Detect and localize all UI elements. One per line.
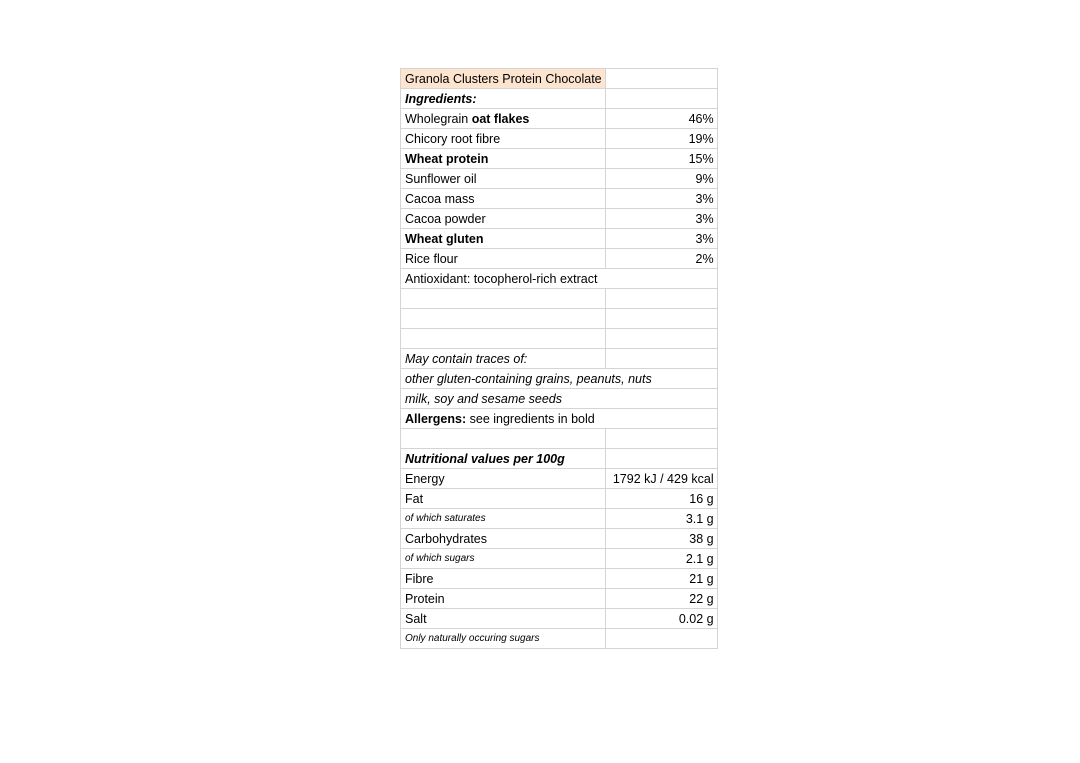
empty-cell[interactable] [605, 629, 717, 649]
ingredient-row [401, 109, 718, 129]
ingredient-name-cell[interactable] [401, 249, 606, 269]
nutrition-row [401, 489, 718, 509]
nutrient-sublabel[interactable]: of which sugars [401, 549, 606, 569]
empty-cell[interactable] [605, 349, 717, 369]
empty-row [401, 289, 718, 309]
traces-heading-row [401, 349, 718, 369]
nutrient-value[interactable]: 22 g [605, 589, 717, 609]
ingredient-name-cell[interactable] [401, 129, 606, 149]
nutrient-label[interactable]: Protein [401, 589, 606, 609]
ingredient-row [401, 229, 718, 249]
ingredients-heading[interactable]: Ingredients: [401, 89, 606, 109]
nutrient-sublabel[interactable]: of which saturates [401, 509, 606, 529]
nutrient-value[interactable]: 21 g [605, 569, 717, 589]
nutrition-row [401, 609, 718, 629]
allergens-label: Allergens: [405, 412, 467, 426]
nutrition-row [401, 589, 718, 609]
ingredient-percent[interactable]: 3% [605, 189, 717, 209]
empty-cell[interactable] [605, 69, 717, 89]
ingredient-name-cell[interactable] [401, 209, 606, 229]
title-row [401, 69, 718, 89]
nutrient-label[interactable]: Energy [401, 469, 606, 489]
ingredient-row [401, 149, 718, 169]
empty-cell[interactable] [605, 449, 717, 469]
empty-cell[interactable] [401, 289, 606, 309]
footnote-row [401, 629, 718, 649]
ingredient-name-cell[interactable] [401, 189, 606, 209]
nutrient-label[interactable]: Fat [401, 489, 606, 509]
nutrient-label[interactable]: Salt [401, 609, 606, 629]
ingredient-row [401, 249, 718, 269]
nutrient-value[interactable]: 3.1 g [605, 509, 717, 529]
traces-row [401, 389, 718, 409]
ingredient-name: Wholegrain [405, 112, 472, 126]
title-cell[interactable] [401, 69, 606, 89]
nutrient-value[interactable]: 38 g [605, 529, 717, 549]
nutrition-heading[interactable]: Nutritional values per 100g [401, 449, 606, 469]
ingredient-name: Cacoa powder [405, 212, 486, 226]
empty-cell[interactable] [605, 329, 717, 349]
allergens-cell[interactable] [401, 409, 718, 429]
nutrient-value[interactable]: 0.02 g [605, 609, 717, 629]
ingredient-name: Sunflower oil [405, 172, 477, 186]
ingredient-row [401, 189, 718, 209]
ingredient-name: Rice flour [405, 252, 458, 266]
ingredient-percent[interactable]: 3% [605, 209, 717, 229]
ingredient-percent[interactable]: 9% [605, 169, 717, 189]
empty-cell[interactable] [401, 329, 606, 349]
ingredient-name-bold: Wheat gluten [405, 232, 484, 246]
product-title: Granola Clusters Protein Chocolate [405, 72, 602, 86]
traces-heading[interactable]: May contain traces of: [401, 349, 606, 369]
nutrient-value[interactable]: 16 g [605, 489, 717, 509]
ingredient-name-cell[interactable] [401, 229, 606, 249]
empty-cell[interactable] [401, 309, 606, 329]
nutrient-value[interactable]: 2.1 g [605, 549, 717, 569]
empty-cell[interactable] [401, 429, 606, 449]
empty-cell[interactable] [605, 429, 717, 449]
ingredient-name-bold: oat flakes [471, 112, 530, 126]
empty-cell[interactable] [605, 289, 717, 309]
ingredient-name-cell[interactable] [401, 169, 606, 189]
ingredient-row [401, 209, 718, 229]
ingredient-percent[interactable]: 15% [605, 149, 717, 169]
nutrition-heading-row [401, 449, 718, 469]
traces-line-2[interactable]: milk, soy and sesame seeds [401, 389, 718, 409]
ingredient-percent[interactable]: 46% [605, 109, 717, 129]
nutrition-row [401, 529, 718, 549]
empty-cell[interactable] [605, 309, 717, 329]
empty-row [401, 429, 718, 449]
nutrient-label[interactable]: Fibre [401, 569, 606, 589]
nutrition-row [401, 509, 718, 529]
ingredient-name: Chicory root fibre [405, 132, 501, 146]
nutrient-value[interactable]: 1792 kJ / 429 kcal [605, 469, 717, 489]
empty-cell[interactable] [605, 89, 717, 109]
nutrient-label[interactable]: Carbohydrates [401, 529, 606, 549]
allergens-row [401, 409, 718, 429]
nutrition-row [401, 469, 718, 489]
ingredients-heading-row [401, 89, 718, 109]
ingredient-row [401, 169, 718, 189]
ingredient-name-cell[interactable] [401, 109, 606, 129]
empty-row [401, 329, 718, 349]
ingredient-name-bold: Wheat protein [405, 152, 489, 166]
ingredient-percent[interactable]: 2% [605, 249, 717, 269]
nutrition-row [401, 569, 718, 589]
footnote[interactable]: Only naturally occuring sugars [401, 629, 606, 649]
spreadsheet-table [400, 68, 718, 649]
empty-row [401, 309, 718, 329]
allergens-text: see ingredients in bold [466, 412, 595, 426]
traces-line-1[interactable]: other gluten-containing grains, peanuts, nuts [401, 369, 718, 389]
antioxidant-row [401, 269, 718, 289]
nutrition-row [401, 549, 718, 569]
ingredient-name-cell[interactable] [401, 149, 606, 169]
antioxidant-cell[interactable]: Antioxidant: tocopherol-rich extract [401, 269, 718, 289]
ingredient-name: Cacoa mass [405, 192, 475, 206]
ingredient-row [401, 129, 718, 149]
traces-row [401, 369, 718, 389]
ingredient-percent[interactable]: 19% [605, 129, 717, 149]
ingredient-percent[interactable]: 3% [605, 229, 717, 249]
